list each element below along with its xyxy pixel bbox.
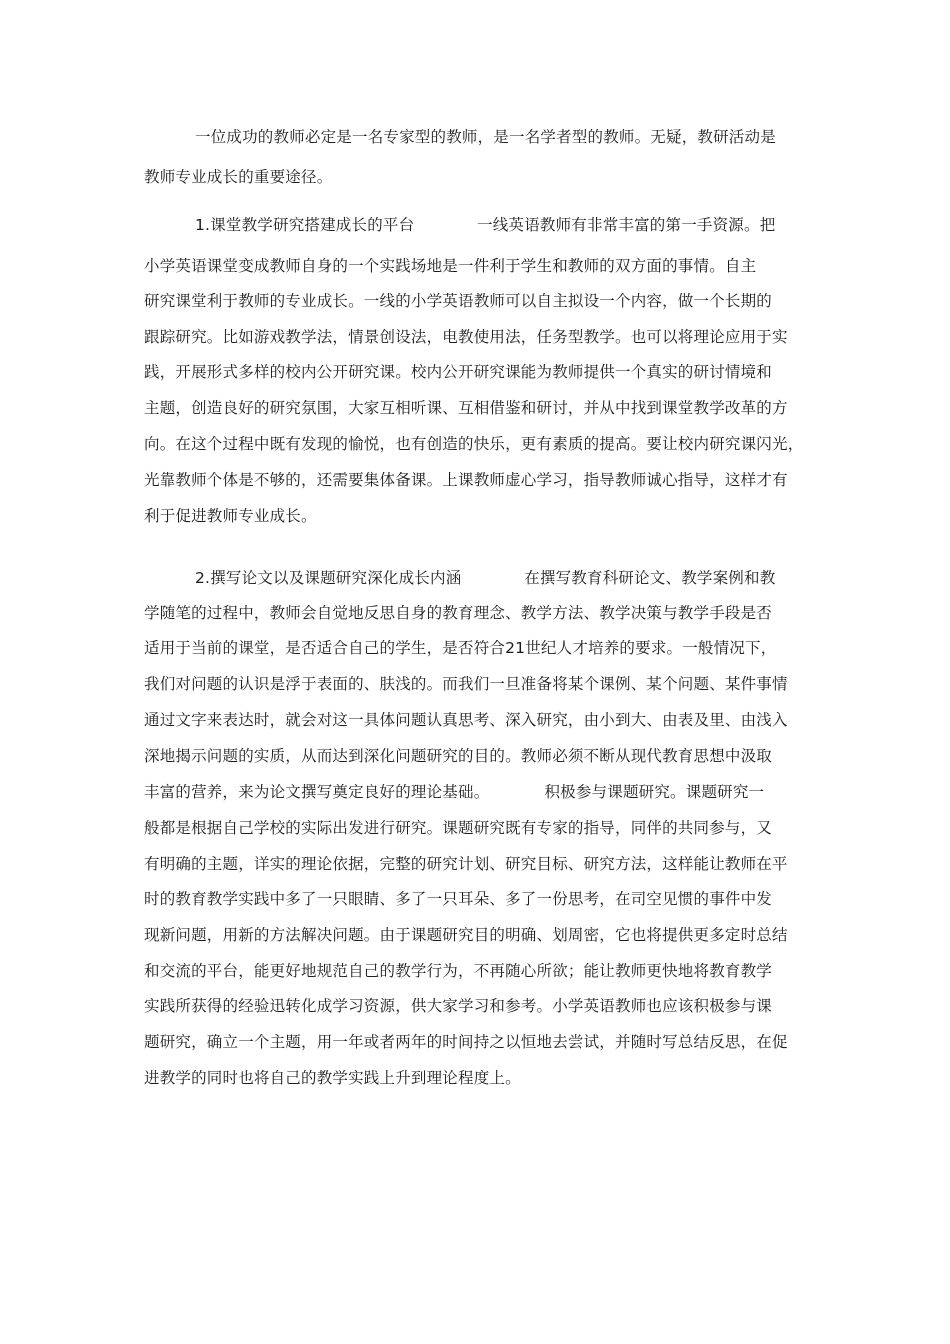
text-line: 题研究，确立一个主题，用一年或者两年的时间持之以恒地去尝试，并随时写总结反思，在促 bbox=[144, 1033, 788, 1051]
text-line: 适用于当前的课堂，是否适合自己的学生，是否符合21世纪人才培养的要求。一般情况下， bbox=[144, 639, 777, 657]
text-line: 实践所获得的经验迅转化成学习资源，供大家学习和参考。小学英语教师也应该积极参与课 bbox=[144, 997, 773, 1015]
text-line: 一位成功的教师必定是一名专家型的教师，是一名学者型的教师。无疑，教研活动是 bbox=[195, 128, 776, 146]
text-line: 主题，创造良好的研究氛围，大家互相听课、互相借鉴和研讨，并从中找到课堂教学改革的方 bbox=[144, 399, 788, 417]
text-line: 和交流的平台，能更好地规范自己的教学行为，不再随心所欲；能让教师更快地将教育教学 bbox=[144, 962, 773, 980]
text-line: 2.撰写论文以及课题研究深化成长内涵 在撰写教育科研论文、教学案例和教 bbox=[195, 569, 776, 587]
text-line: 进教学的同时也将自己的教学实践上升到理论程度上。 bbox=[144, 1069, 521, 1087]
text-line: 跟踪研究。比如游戏教学法，情景创设法，电教使用法，任务型教学。也可以将理论应用于实 bbox=[144, 328, 788, 346]
text-line: 现新问题，用新的方法解决问题。由于课题研究目的明确、划周密，它也将提供更多定时总结 bbox=[144, 926, 788, 944]
text-line: 践，开展形式多样的校内公开研究课。校内公开研究课能为教师提供一个真实的研讨情境和 bbox=[144, 363, 773, 381]
text-line: 有明确的主题，详实的理论依据，完整的研究计划、研究目标、研究方法，这样能让教师在平 bbox=[144, 855, 788, 873]
text-line: 利于促进教师专业成长。 bbox=[144, 507, 317, 525]
text-line: 小学英语课堂变成教师自身的一个实践场地是一件利于学生和教师的双方面的事情。自主 bbox=[144, 257, 757, 275]
text-line: 深地揭示问题的实质，从而达到深化问题研究的目的。教师必须不断从现代教育思想中汲取 bbox=[144, 747, 773, 765]
text-line: 向。在这个过程中既有发现的愉悦，也有创造的快乐，更有素质的提高。要让校内研究课闪光， bbox=[144, 435, 804, 453]
text-line: 教师专业成长的重要途径。 bbox=[144, 168, 333, 186]
text-line: 学随笔的过程中，教师会自觉地反思自身的教育理念、教学方法、教学决策与教学手段是否 bbox=[144, 604, 773, 622]
text-line: 般都是根据自己学校的实际出发进行研究。课题研究既有专家的指导，同伴的共同参与，又 bbox=[144, 819, 773, 837]
text-line: 时的教育教学实践中多了一只眼睛、多了一只耳朵、多了一份思考，在司空见惯的事件中发 bbox=[144, 890, 773, 908]
text-line: 光靠教师个体是不够的，还需要集体备课。上课教师虚心学习，指导教师诚心指导，这样才有 bbox=[144, 471, 788, 489]
text-line: 1.课堂教学研究搭建成长的平台 一线英语教师有非常丰富的第一手资源。把 bbox=[195, 216, 776, 234]
text-line: 通过文字来表达时，就会对这一具体问题认真思考、深入研究，由小到大、由表及里、由浅入 bbox=[144, 711, 788, 729]
text-line: 我们对问题的认识是浮于表面的、肤浅的。而我们一旦准备将某个课例、某个问题、某件事情 bbox=[144, 675, 788, 693]
text-line: 丰富的营养，来为论文撰写奠定良好的理论基础。 积极参与课题研究。课题研究一 bbox=[144, 783, 765, 801]
text-line: 研究课堂利于教师的专业成长。一线的小学英语教师可以自主拟设一个内容，做一个长期的 bbox=[144, 292, 773, 310]
